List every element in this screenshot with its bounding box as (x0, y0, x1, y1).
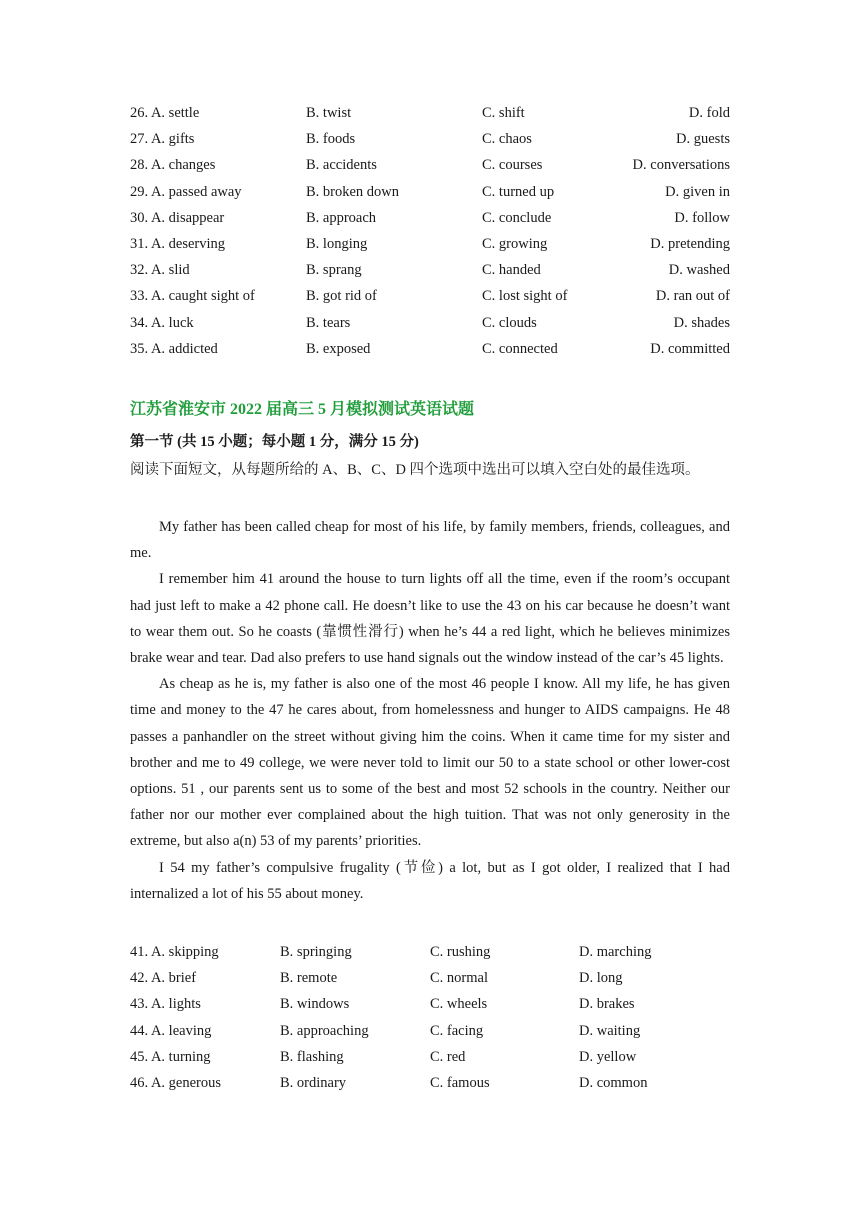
question-row (130, 1018, 730, 1044)
option-b: B. tears (306, 314, 351, 331)
option-b: B. flashing (280, 1048, 344, 1065)
option-c: C. lost sight of (482, 288, 568, 305)
question-option-a: 42. A. brief (130, 970, 197, 987)
option-c: C. wheels (430, 996, 488, 1013)
question-option-a: 26. A. settle (130, 105, 200, 121)
options-table-26-35 (130, 100, 730, 362)
option-d: D. ran out of (655, 288, 730, 305)
option-b: B. ordinary (280, 1074, 347, 1091)
option-c: C. conclude (482, 209, 552, 226)
option-d: D. marching (579, 944, 652, 960)
option-d: D. given in (665, 183, 730, 200)
option-c: C. normal (430, 970, 488, 987)
question-option-a: 31. A. deserving (130, 235, 226, 252)
option-c: C. facing (430, 1022, 484, 1039)
option-d: D. follow (674, 209, 730, 226)
passage-paragraph: As cheap as he is, my father is also one of the most 46 people I know. All my life, he has given time and money to the 47 he cares about, from homelessness and hunger to AIDS campaigns. He 48 passes a panhandler on the street without giving him the coins. When it came time for my sister and brother and me to 49 college, we were never told to limit our 50 to a state school or other lower-cost options. 51 , our parents sent us to some of the best and most 52 schools in the country. Neither our father nor our mother ever complained about the high tuition. That was not only generosity in the extreme, but also a(n) 53 of my parents’ priorities. (130, 676, 730, 850)
question-row (130, 126, 730, 152)
option-b: B. remote (280, 970, 338, 987)
passage-paragraph: My father has been called cheap for most of his life, by family members, friends, colleagues, and me. (130, 519, 730, 562)
option-b: B. got rid of (306, 288, 377, 305)
question-row (130, 231, 730, 257)
option-b: B. accidents (306, 157, 377, 174)
option-d: D. common (579, 1074, 648, 1091)
instructions: 阅读下面短文，从每题所给的 A、B、C、D 四个选项中选出可以填入空白处的最佳选项。 (130, 462, 700, 478)
option-b: B. exposed (306, 340, 371, 357)
question-row (130, 152, 730, 178)
question-option-a: 41. A. skipping (130, 944, 219, 960)
question-option-a: 35. A. addicted (130, 340, 218, 357)
section-title: 江苏省淮安市 2022 届高三 5 月模拟测试英语试题 (130, 401, 475, 418)
option-c: C. handed (482, 262, 541, 279)
question-option-a: 30. A. disappear (130, 209, 225, 226)
passage-paragraph: I 54 my father’s compulsive frugality (节俭) a lot, but as I got older, I realized that I had internalized a lot of his 55 about money. (130, 859, 730, 902)
question-option-a: 28. A. changes (130, 157, 216, 174)
option-d: D. committed (650, 340, 730, 357)
option-b: B. windows (280, 996, 350, 1013)
option-d: D. pretending (650, 235, 730, 252)
option-b: B. springing (280, 944, 352, 960)
option-c: C. red (430, 1048, 466, 1065)
passage-paragraph: I remember him 41 around the house to turn lights off all the time, even if the room’s occupant had just left to make a 42 phone call. He doesn’t like to use the 43 on his car because he doesn’t want to wear them out. So he coasts (靠惯性滑行) when he’s 44 a red light, which he believes minimizes brake wear and tear. Dad also prefers to use hand signals out the window instead of the car’s 45 lights. (130, 571, 730, 667)
question-row (130, 939, 730, 965)
option-d: D. washed (668, 262, 730, 279)
option-b: B. approaching (280, 1022, 369, 1039)
option-b: B. broken down (306, 183, 400, 200)
question-row (130, 336, 730, 362)
question-row (130, 310, 730, 336)
reading-passage (130, 514, 730, 907)
question-row (130, 179, 730, 205)
option-b: B. twist (306, 105, 352, 121)
option-d: D. fold (688, 105, 730, 121)
option-c: C. rushing (430, 944, 491, 960)
option-c: C. courses (482, 157, 543, 174)
question-row (130, 100, 730, 126)
question-option-a: 45. A. turning (130, 1048, 211, 1065)
option-c: C. clouds (482, 314, 537, 331)
question-option-a: 29. A. passed away (130, 183, 242, 200)
question-row (130, 283, 730, 309)
question-row (130, 205, 730, 231)
option-c: C. famous (430, 1074, 490, 1091)
option-d: D. brakes (579, 996, 635, 1013)
option-c: C. growing (482, 235, 548, 252)
question-option-a: 27. A. gifts (130, 131, 195, 148)
question-option-a: 43. A. lights (130, 996, 201, 1013)
question-row (130, 1070, 730, 1096)
option-d: D. long (579, 970, 623, 987)
option-d: D. waiting (579, 1022, 641, 1039)
question-row (130, 965, 730, 991)
option-d: D. yellow (579, 1048, 637, 1065)
option-b: B. sprang (306, 262, 362, 279)
question-row (130, 991, 730, 1017)
question-option-a: 46. A. generous (130, 1074, 222, 1091)
option-c: C. turned up (482, 183, 555, 200)
option-b: B. approach (306, 209, 377, 226)
question-option-a: 44. A. leaving (130, 1022, 212, 1039)
option-d: D. conversations (632, 157, 730, 174)
question-row (130, 1044, 730, 1070)
option-b: B. longing (306, 235, 368, 252)
option-c: C. shift (482, 105, 525, 121)
question-row (130, 257, 730, 283)
question-option-a: 32. A. slid (130, 262, 190, 279)
option-c: C. chaos (482, 131, 532, 148)
option-b: B. foods (306, 131, 356, 148)
option-c: C. connected (482, 340, 558, 357)
part-title: 第一节 (共 15 小题；每小题 1 分，满分 15 分) (130, 434, 419, 450)
question-option-a: 33. A. caught sight of (130, 288, 255, 305)
question-option-a: 34. A. luck (130, 314, 194, 331)
option-d: D. shades (673, 314, 730, 331)
option-d: D. guests (676, 131, 730, 148)
options-table-41-46 (130, 939, 730, 1096)
